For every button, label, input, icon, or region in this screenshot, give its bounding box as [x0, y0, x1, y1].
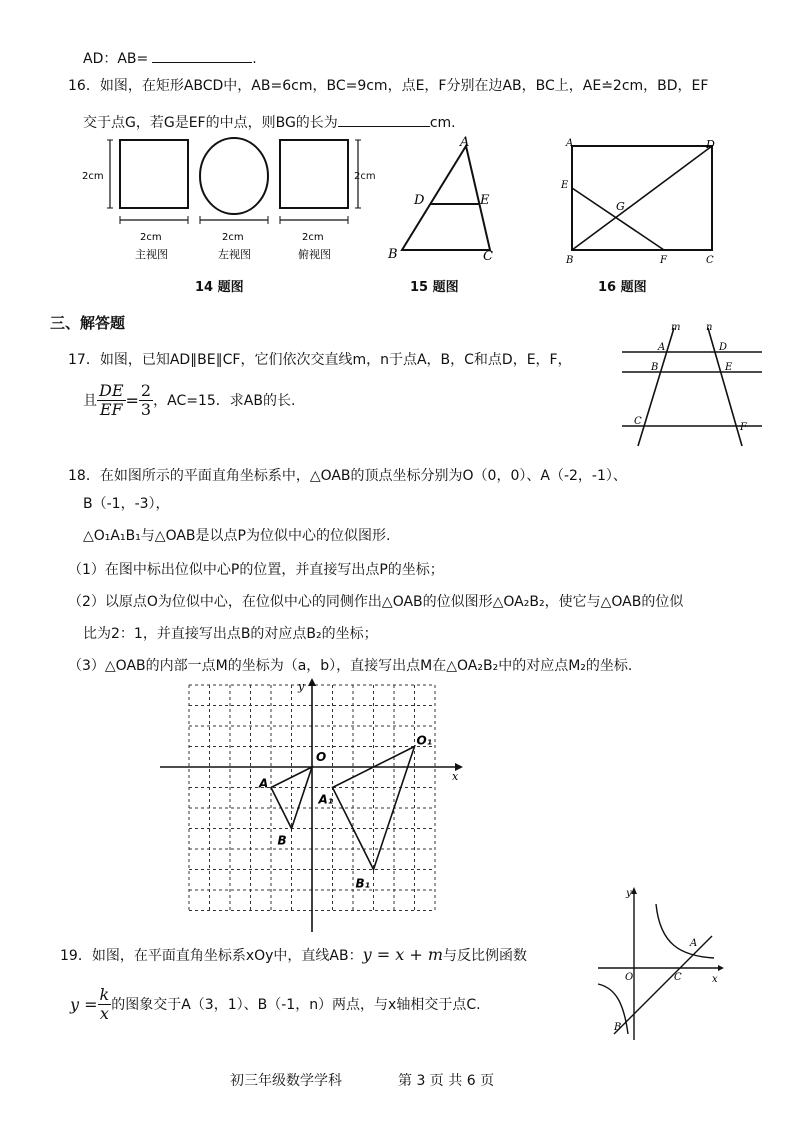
fig15-label-a: A: [460, 136, 470, 150]
q18-part1: （1）在图中标出位似中心P的位置，并直接写出点P的坐标；: [68, 562, 444, 578]
q18-line1: 18．在如图所示的平面直角坐标系中，△OAB的顶点坐标分别为O（0，0）、A（-2，-1）、: [68, 468, 627, 484]
fig16-label-e: E: [561, 180, 569, 191]
q18-part2b: 比为2：1，并直接写出点B的对应点B₂的坐标；: [83, 626, 378, 642]
q19-line-eq: y = x + m: [362, 945, 443, 964]
fig15-triangle: [384, 136, 504, 266]
q19-a-label: A: [690, 938, 698, 949]
frac-num-de: DE: [99, 380, 124, 400]
frac-den-3: 3: [140, 399, 152, 419]
q17-line2: [83, 376, 295, 424]
q16-answer-blank[interactable]: [338, 112, 430, 127]
q15-answer-blank[interactable]: [152, 48, 252, 63]
point-label-b1: B₁: [355, 876, 370, 891]
fig16-label-g: G: [616, 200, 625, 213]
q18-line2: B（-1，-3），: [83, 496, 170, 512]
q16-unit: cm.: [429, 115, 456, 131]
frac-den-ef: EF: [99, 399, 123, 419]
fig17-label-c: C: [634, 416, 642, 427]
fig17-label-a: A: [658, 342, 666, 353]
q17-line1: 17．如图，已知AD∥BE∥CF，它们依次交直线m，n于点A，B，C和点D，E，F，: [68, 352, 572, 368]
fig16-label-b: B: [566, 255, 574, 266]
frac-den-x: x: [99, 1003, 109, 1023]
q19-frac-k-x: [98, 986, 112, 1023]
footer-subject: 初三年级数学学科: [230, 1073, 342, 1089]
fig15-label-c: C: [483, 249, 493, 264]
q17-frac-2-3: [139, 382, 153, 419]
footer-page: 第 3 页 共 6 页: [398, 1073, 495, 1089]
fig16-caption: 16 题图: [598, 280, 647, 295]
fig15-label-d: D: [414, 193, 425, 208]
point-label-a1: A₁: [318, 792, 334, 807]
q19-o-label: O: [625, 972, 634, 983]
x-axis-label: x: [452, 770, 459, 783]
q19-c-label: C: [674, 972, 682, 983]
fig17-label-n: n: [706, 322, 713, 333]
q19-x-label: x: [712, 974, 718, 985]
q17-frac-de-ef: [97, 382, 126, 419]
top-view-square: [280, 140, 348, 208]
fig15-label-e: E: [480, 193, 490, 208]
frac-num-k: k: [99, 984, 110, 1004]
fig16-label-a: A: [566, 138, 574, 149]
front-width-label: 2cm: [140, 232, 162, 243]
fig16-label-c: C: [706, 255, 714, 266]
q18-part3: （3）△OAB的内部一点M的坐标为（a，b），直接写出点M在△OA₂B₂中的对应点M₂的坐标.: [68, 658, 633, 674]
q19-text-c: 的图象交于A（3，1）、B（-1，n）两点，与x轴相交于点C.: [111, 997, 481, 1013]
q19-b-label: B: [614, 1022, 622, 1033]
top-height-label: 2cm: [354, 171, 376, 182]
hyperbola-branch-2: [598, 984, 628, 1034]
q18-coordinate-grid: [150, 676, 470, 938]
y-axis-arrow: [308, 678, 316, 686]
fig17-parallel-lines: [616, 322, 766, 448]
top-width-label: 2cm: [302, 232, 324, 243]
top-view-label: 俯视图: [298, 248, 331, 261]
q17-qie: 且: [83, 393, 97, 409]
point-label-a: A: [259, 776, 269, 791]
front-height-label: 2cm: [82, 171, 104, 182]
q19-line2: [70, 980, 481, 1028]
q15-answer-prefix: AD：AB=: [83, 51, 149, 67]
fig15-caption: 15 题图: [410, 280, 459, 295]
q15-answer-end: .: [252, 51, 257, 67]
q19-graph: [590, 884, 730, 1044]
q17-equals: =: [125, 390, 139, 410]
fig17-label-m: m: [671, 322, 681, 333]
q19-y-eq: y =: [70, 994, 98, 1014]
q19-line1: [60, 944, 527, 967]
q18-part2a: （2）以原点O为位似中心，在位似中心的同侧作出△OAB的位似图形△OA₂B₂，使它与△OAB的位似: [68, 594, 684, 610]
q18-line3: △O₁A₁B₁与△OAB是以点P为位似中心的位似图形.: [83, 528, 391, 544]
line-ab: [614, 936, 712, 1034]
fig17-label-b: B: [651, 362, 659, 373]
left-width-label: 2cm: [222, 232, 244, 243]
hyperbola-branch-1: [656, 904, 714, 958]
fig16-rectangle: [560, 136, 720, 266]
q19-text-a: 19．如图，在平面直角坐标系xOy中，直线AB：: [60, 948, 363, 964]
fig15-label-b: B: [388, 247, 398, 262]
point-label-o: O: [316, 750, 327, 764]
fig17-label-f: F: [740, 422, 747, 433]
q19-y-label: y: [626, 888, 632, 899]
q17-tail: ，AC=15．求AB的长.: [153, 393, 296, 409]
q19-text-b: 与反比例函数: [442, 948, 527, 964]
line-m: [638, 328, 674, 446]
q16-line2-text: 交于点G，若G是EF的中点，则BG的长为: [83, 115, 338, 131]
fig14-caption: 14 题图: [195, 280, 244, 295]
fig17-label-d: D: [719, 342, 728, 353]
front-view-label: 主视图: [135, 248, 168, 261]
q16-line2: [83, 112, 456, 133]
q16-line1: 16．如图，在矩形ABCD中，AB=6cm，BC=9cm，点E，F分别在边AB，BC上，AE≐2cm，BD，EF: [68, 78, 709, 94]
fig17-label-e: E: [725, 362, 733, 373]
left-view-label: 左视图: [218, 248, 251, 261]
point-label-o1: O₁: [416, 733, 432, 748]
fig16-label-f: F: [660, 255, 667, 266]
y-axis-label: y: [298, 680, 305, 693]
point-label-b: B: [277, 833, 287, 848]
left-view-circle: [200, 138, 268, 214]
fig16-label-d: D: [706, 138, 715, 151]
section-heading: 三、解答题: [50, 314, 126, 332]
q15-answer-line: [83, 48, 257, 69]
fig14-three-views: [80, 132, 380, 272]
front-view-square: [120, 140, 188, 208]
frac-num-2: 2: [140, 380, 152, 400]
